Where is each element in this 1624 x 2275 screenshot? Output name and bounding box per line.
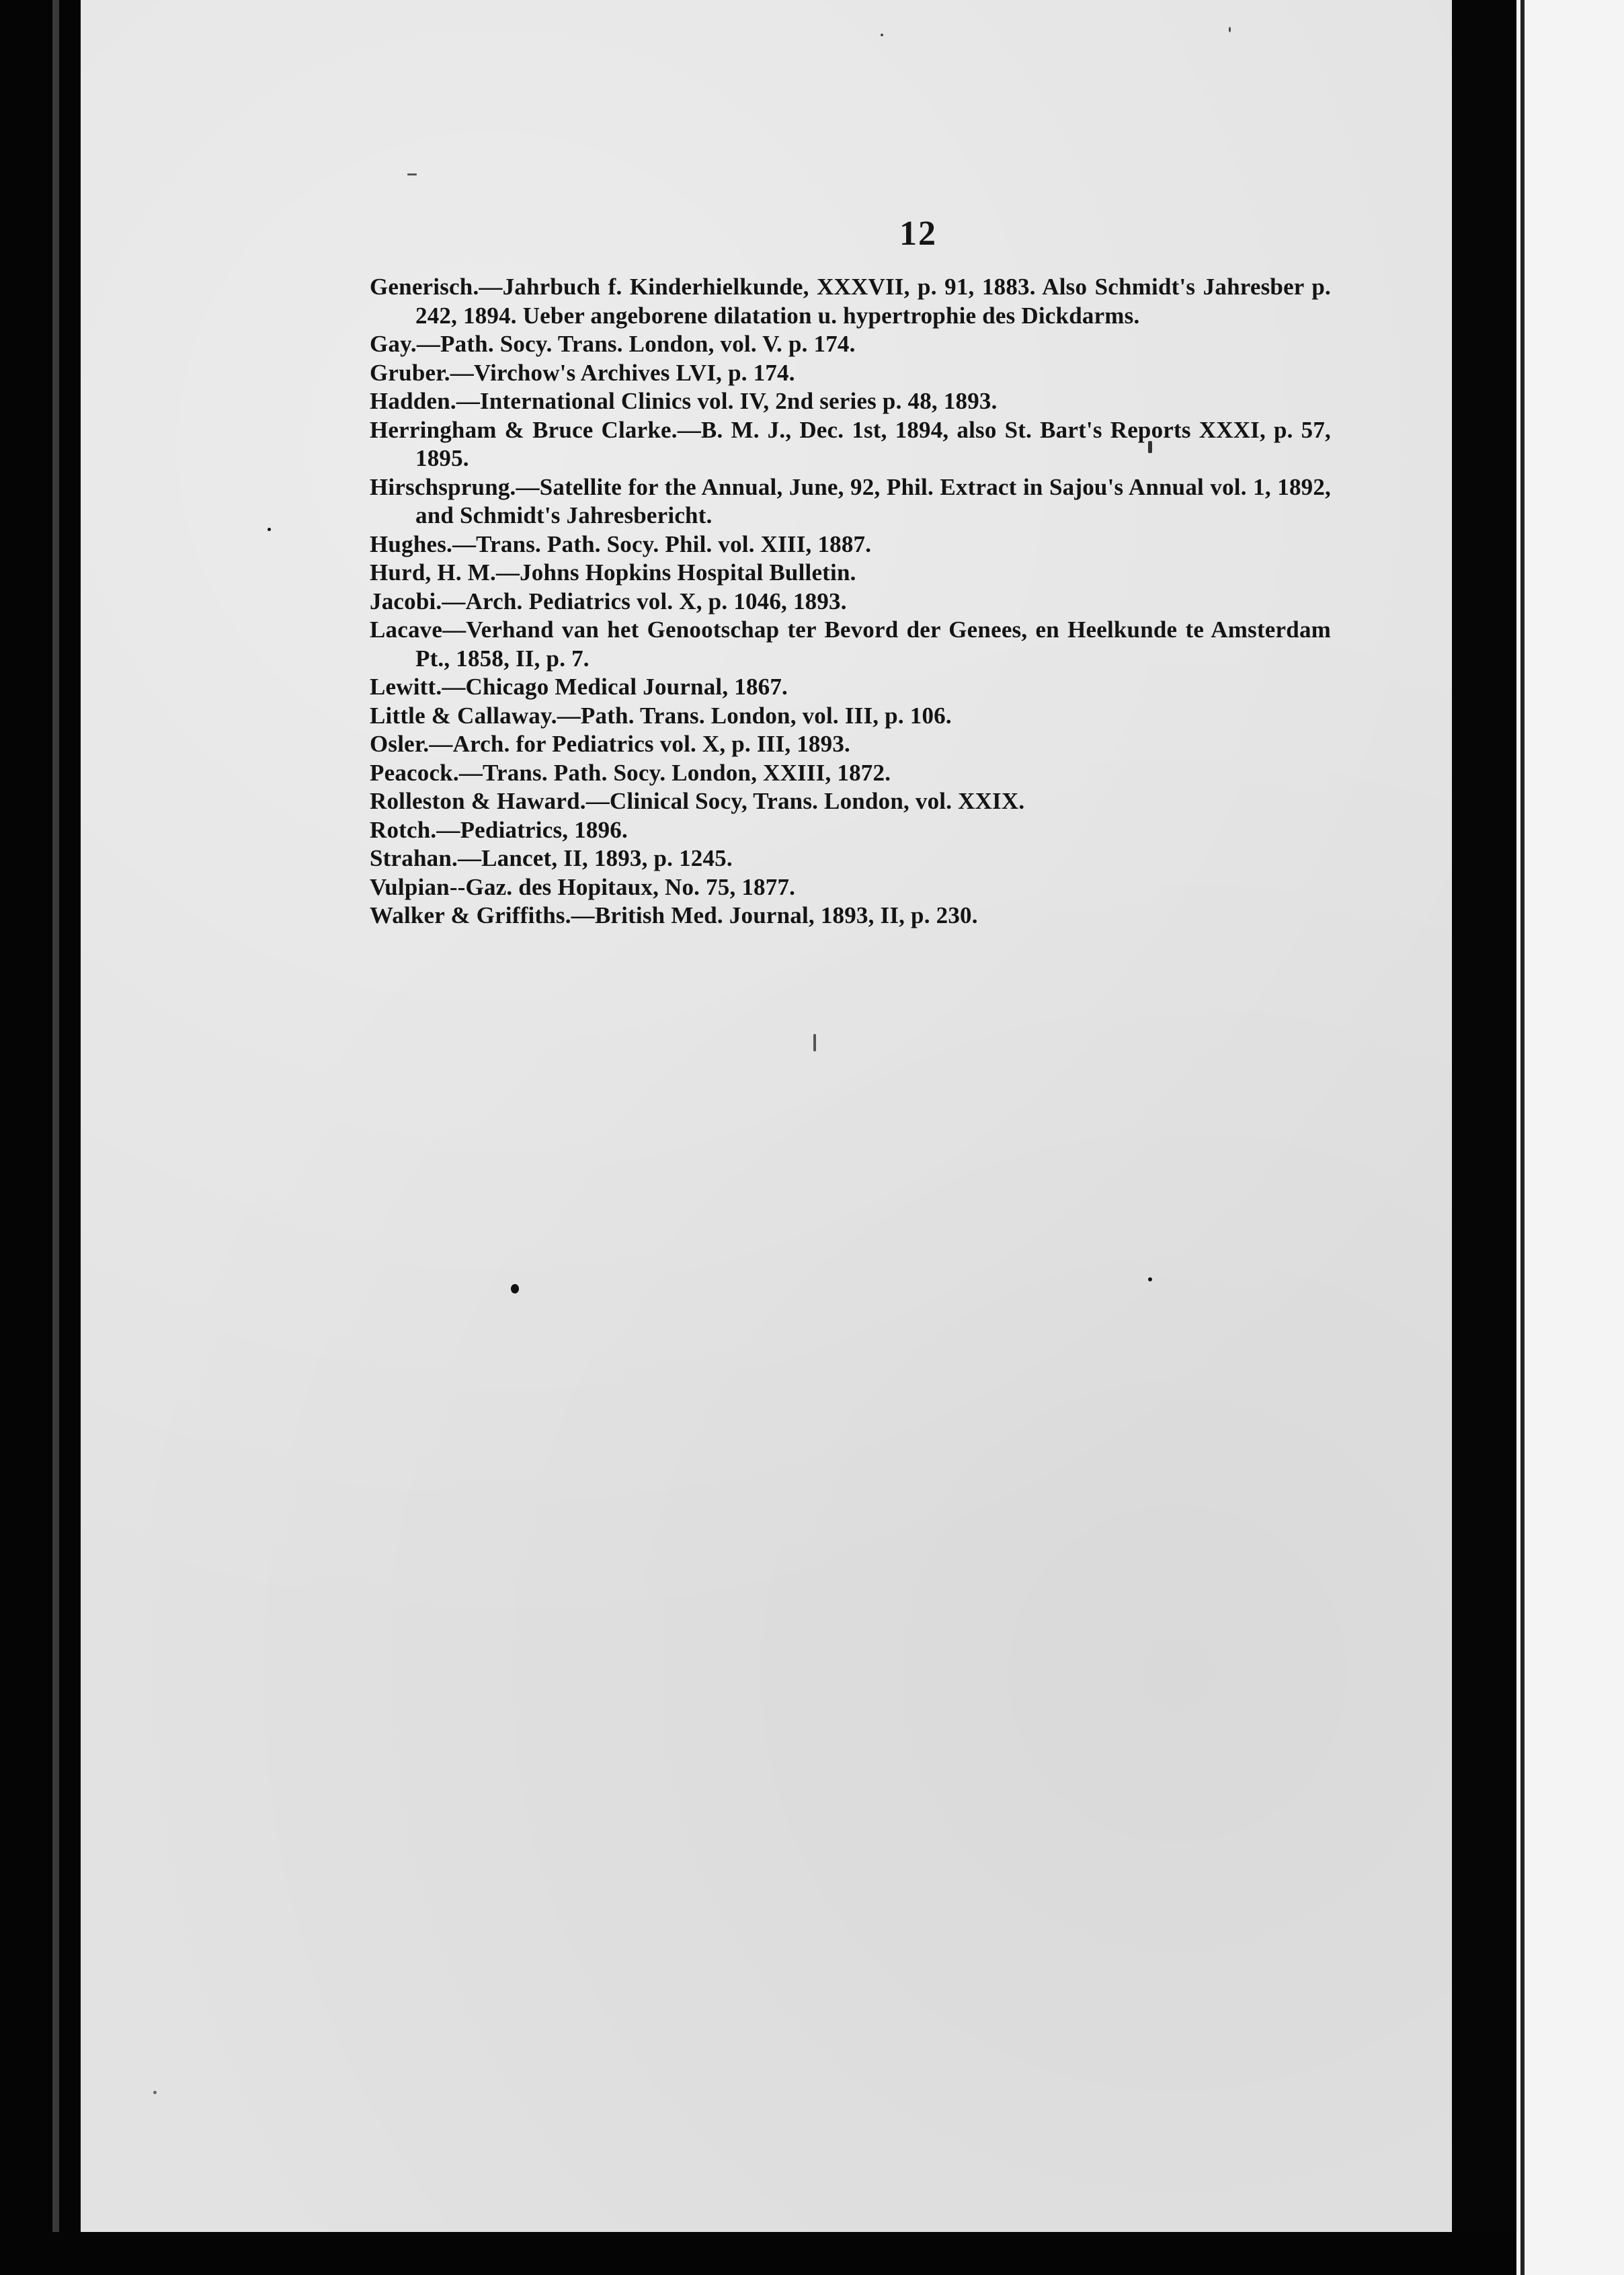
- reference-entry: [370, 787, 1331, 816]
- reference-entry: [370, 588, 1331, 616]
- reference-author: Osler.: [370, 731, 430, 757]
- reference-entry: [370, 473, 1331, 530]
- scan-speck: [268, 528, 271, 531]
- reference-text: —Verhand van het Genootschap ter Bevord der Genees, en Heelkunde te Amsterdam Pt., 1858, II, p. 7.: [415, 616, 1331, 672]
- scan-border-right: [1452, 0, 1516, 2275]
- reference-author: Hurd, H. M.: [370, 559, 496, 586]
- reference-author: Lacave: [370, 616, 443, 643]
- reference-author: Herringham & Bruce Clarke.: [370, 416, 678, 443]
- reference-author: Jacobi.: [370, 588, 442, 614]
- reference-text: —Arch. for Pediatrics vol. X, p. III, 1893.: [429, 731, 850, 757]
- reference-entry: [370, 530, 1331, 559]
- reference-text: —Arch. Pediatrics vol. X, p. 1046, 1893.: [442, 588, 847, 614]
- reference-author: Gay.: [370, 331, 417, 357]
- reference-author: Generisch.: [370, 274, 479, 300]
- scan-border-bottom: [0, 2232, 1516, 2275]
- reference-text: —International Clinics vol. IV, 2nd series p. 48, 1893.: [456, 388, 998, 414]
- scan-speck: [1229, 27, 1231, 32]
- reference-author: Hughes.: [370, 530, 452, 557]
- reference-author: Rotch.: [370, 816, 437, 843]
- reference-entry: [370, 559, 1331, 588]
- reference-text: —Johns Hopkins Hospital Bulletin.: [495, 559, 856, 586]
- reference-entry: [370, 702, 1331, 731]
- scan-speck: [881, 34, 883, 36]
- reference-entry: [370, 816, 1331, 845]
- reference-author: Gruber.: [370, 359, 450, 386]
- reference-entry: [370, 330, 1331, 359]
- reference-text: —Trans. Path. Socy. London, XXIII, 1872.: [458, 759, 891, 786]
- reference-text: —British Med. Journal, 1893, II, p. 230.: [571, 902, 978, 928]
- reference-text: —Path. Trans. London, vol. III, p. 106.: [557, 702, 952, 729]
- reference-entry: [370, 902, 1331, 930]
- reference-entry: [370, 673, 1331, 702]
- reference-text: —Lancet, II, 1893, p. 1245.: [457, 845, 733, 871]
- reference-author: Hadden.: [370, 388, 456, 414]
- reference-author: Little & Callaway.: [370, 702, 557, 729]
- reference-author: Strahan.: [370, 845, 458, 871]
- page-number: 12: [899, 214, 937, 253]
- reference-text: —Pediatrics, 1896.: [436, 816, 628, 843]
- reference-entry: [370, 359, 1331, 388]
- reference-text: —Trans. Path. Socy. Phil. vol. XIII, 1887.: [452, 530, 872, 557]
- reference-entry: [370, 416, 1331, 473]
- reference-text: —Virchow's Archives LVI, p. 174.: [450, 359, 795, 386]
- reference-entry: [370, 759, 1331, 788]
- reference-text: —B. M. J., Dec. 1st, 1894, also St. Bart's Reports XXXI, p. 57, 1895.: [415, 416, 1331, 471]
- reference-list: [370, 273, 1331, 930]
- reference-text: —Clinical Socy, Trans. London, vol. XXIX.: [585, 788, 1025, 814]
- reference-text: —Chicago Medical Journal, 1867.: [442, 674, 788, 700]
- reference-entry: [370, 730, 1331, 759]
- reference-author: Vulpian: [370, 873, 450, 900]
- scan-speck: [153, 2091, 157, 2094]
- reference-author: Lewitt.: [370, 674, 442, 700]
- reference-text: —Satellite for the Annual, June, 92, Phil. Extract in Sajou's Annual vol. 1, 1892, and Schmidt's Jahresbericht.: [415, 473, 1331, 528]
- scan-speck: [813, 1034, 816, 1051]
- reference-text: —Jahrbuch f. Kinderhielkunde, XXXVII, p. 91, 1883. Also Schmidt's Jahresber p. 242, 1894. Ueber angeborene dilatation u. hypertrophie des Dickdarms.: [415, 274, 1331, 329]
- reference-author: Peacock.: [370, 759, 459, 786]
- reference-text: --Gaz. des Hopitaux, No. 75, 1877.: [449, 873, 796, 900]
- scan-speck: [1148, 1277, 1152, 1281]
- reference-author: Rolleston & Haward.: [370, 788, 586, 814]
- reference-text: —Path. Socy. Trans. London, vol. V. p. 174.: [416, 331, 856, 357]
- reference-entry: [370, 873, 1331, 902]
- scan-edge-right: [1516, 0, 1624, 2275]
- reference-author: Hirschsprung.: [370, 473, 516, 500]
- scan-border-left: [0, 0, 81, 2275]
- reference-author: Walker & Griffiths.: [370, 902, 571, 928]
- scan-speck: [407, 173, 417, 175]
- scan-speck: [511, 1284, 519, 1293]
- reference-entry: [370, 387, 1331, 416]
- reference-entry: [370, 616, 1331, 673]
- document-page: [81, 0, 1452, 2232]
- reference-entry: [370, 273, 1331, 330]
- reference-entry: [370, 844, 1331, 873]
